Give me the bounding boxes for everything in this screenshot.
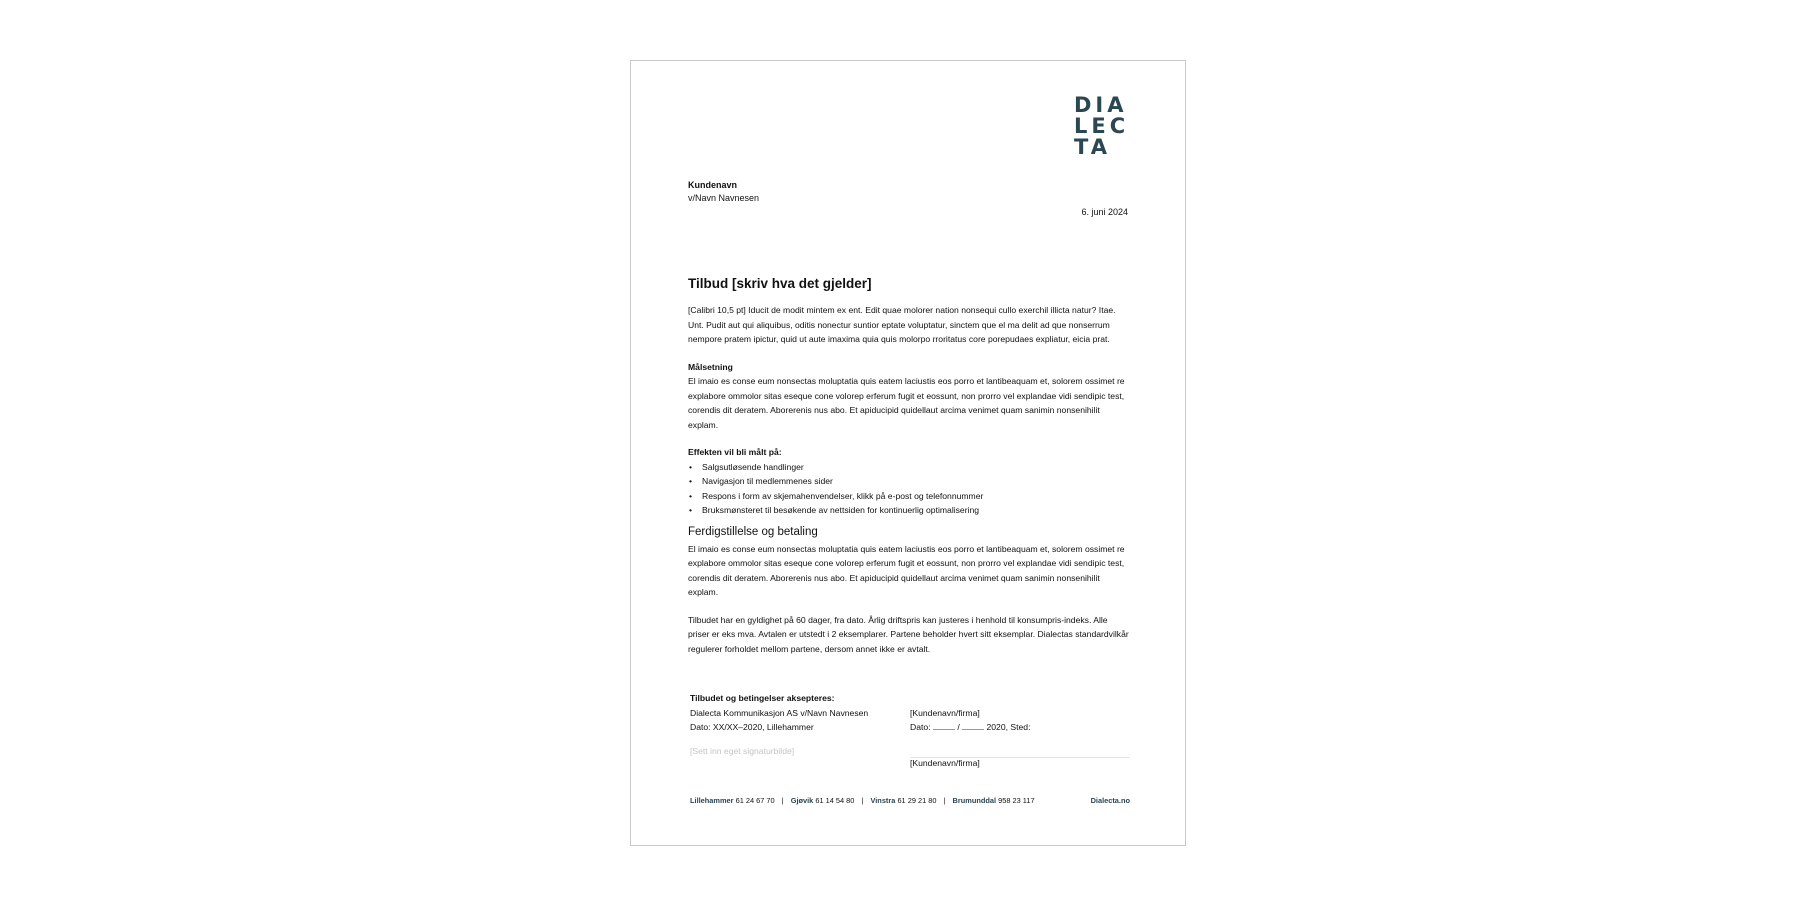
right-company: [Kundenavn/firma]: [910, 707, 980, 718]
date-blank-field: [962, 721, 984, 730]
recipient-block: [688, 179, 759, 205]
recipient-name: Kundenavn: [688, 180, 738, 190]
list-item: • Respons i form av skjemahenvendelser, klikk på e-post og telefonnummer: [702, 489, 1130, 504]
left-company: Dialecta Kommunikasjon AS v/Navn Navnesen: [690, 707, 869, 718]
document-page: [630, 60, 1186, 846]
logo-line-1: DIA: [1074, 93, 1128, 117]
footer-phone: 61 24 67 70: [735, 796, 775, 805]
right-signature-name: [Kundenavn/firma]: [910, 758, 980, 768]
goal-section: [688, 360, 1130, 433]
list-item: • Bruksmønsteret til besøkende av nettsiden for kontinuerlig optimalisering: [702, 503, 1130, 518]
effects-section: [688, 445, 1130, 518]
list-item: • Salgsutløsende handlinger: [702, 460, 1130, 475]
footer-separator: |: [861, 796, 864, 805]
recipient-contact: v/Navn Navnesen: [688, 193, 760, 203]
footer-city: Lillehammer: [690, 796, 734, 805]
date-blank-field: [933, 721, 955, 730]
document-date: 6. juni 2024: [1081, 207, 1128, 217]
goal-heading: Målsetning: [688, 361, 733, 372]
acceptance-block: [690, 691, 1130, 735]
right-date: [910, 720, 1130, 735]
list-item: • Navigasjon til medlemmenes sider: [702, 474, 1130, 489]
footer-offices: [690, 796, 1035, 805]
effects-heading: Effekten vil bli målt på:: [688, 447, 782, 457]
footer-phone: 61 14 54 80: [815, 796, 855, 805]
intro-paragraph: [Calibri 10,5 pt] Iducit de modit mintem ex ent. Edit quae molorer nation nonsequi cullo exerchil illicta natur? Itae. Unt. Pudit aut qui aliquibus, oditis nonectur suntior eptate voluptatur, sinctem que el ma delit ad que nonserrum nempore pratem ipictur, quid ut aute imaxima quia quis molorpo rroritatus core porepudaes expliatur, eicia prat.: [688, 305, 1116, 344]
right-date-separator: /: [957, 722, 960, 732]
right-date-prefix: Dato:: [910, 722, 931, 732]
footer-city: Gjøvik: [790, 796, 814, 805]
validity-paragraph: Tilbudet har en gyldighet på 60 dager, fra dato. Årlig driftspris kan justeres i henhold til konsumpris-indeks. Alle priser er eks mva. Avtalen er utstedt i 2 eksemplarer. Partene beholder hvert sitt eksemplar. Dialectas standardvilkår regulerer forholdet mellom partene, dersom annet ikke er avtalt.: [688, 614, 1129, 654]
left-date: Dato: XX/XX–2020, Lillehammer: [690, 722, 814, 732]
document-footer: [690, 796, 1130, 805]
logo-line-2: LEC: [1074, 114, 1130, 138]
acceptance-row-company: [690, 706, 1130, 721]
dialecta-logo: [1074, 95, 1134, 158]
document-title: Tilbud [skriv hva det gjelder]: [688, 276, 872, 291]
footer-city: Vinstra: [870, 796, 896, 805]
footer-phone: 61 29 21 80: [897, 796, 937, 805]
footer-separator: |: [781, 796, 784, 805]
logo-line-3: TA: [1074, 135, 1111, 159]
acceptance-row-date: [690, 720, 1130, 735]
completion-heading: Ferdigstillelse og betaling: [688, 525, 818, 538]
footer-phone: 958 23 117: [998, 796, 1035, 805]
goal-paragraph: El imaio es conse eum nonsectas moluptatia quis eatem laciustis eos porro et lantibeaquam et, solorem ossimet re explabore ommolor sitas eseque cone volorep erferum fugit et eossunt, non prorro vel explandae vidi sendipic test, corendis dit deratem. Aborerenis nus abo. Et apiducipid quidellaut arcima venimet quam sanimin nonsenihilit explam.: [688, 376, 1125, 430]
document-body: [688, 275, 1130, 669]
acceptance-heading: Tilbudet og betingelser aksepteres:: [690, 693, 835, 703]
effects-list: [688, 460, 1130, 518]
right-date-suffix: 2020, Sted:: [986, 722, 1031, 732]
completion-section: [688, 524, 1130, 600]
footer-separator: |: [943, 796, 946, 805]
signature-placeholder: [Sett inn eget signaturbilde]: [690, 746, 795, 756]
footer-website-link[interactable]: Dialecta.no: [1090, 796, 1130, 805]
footer-city: Brumunddal: [952, 796, 997, 805]
completion-paragraph: El imaio es conse eum nonsectas moluptatia quis eatem laciustis eos porro et lantibeaquam et, solorem ossimet re explabore ommolor sitas eseque cone volorep erferum fugit et eossunt, non prorro vel explandae vidi sendipic test, corendis dit deratem. Aborerenis nus abo. Et apiducipid quidellaut arcima venimet quam sanimin nonsenihilit explam.: [688, 543, 1125, 597]
